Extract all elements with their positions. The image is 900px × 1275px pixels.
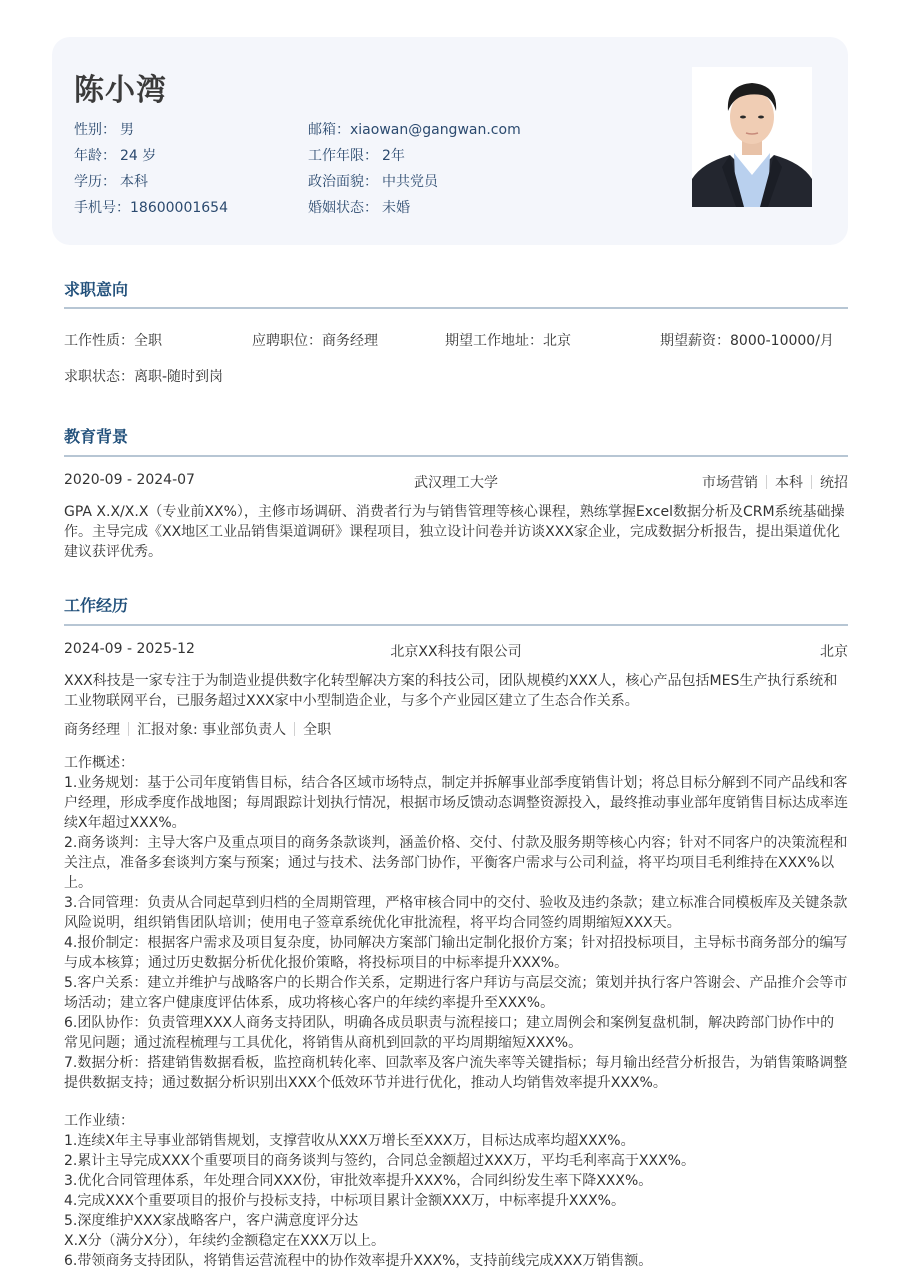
field-value: 8000-10000/月: [730, 333, 834, 349]
achievement-item: 3.优化合同管理体系，年处理合同XXX份，审批效率提升XXX%，合同纠纷发生率下降XXX%。: [64, 1173, 653, 1189]
field-label: 工作性质：: [64, 333, 134, 349]
section-divider: [64, 624, 848, 626]
overview-item: 3.合同管理：负责从合同起草到归档的全周期管理，严格审核合同中的交付、验收及违约条款；建立标准合同模板库及关键条款风险说明，组织销售团队培训；使用电子签章系统优化审批流程，将平均合同签约周期缩短XXX天。: [64, 895, 848, 931]
field-label: 学历：: [74, 174, 116, 190]
availability-field: [64, 366, 223, 386]
field-value: 商务经理: [322, 333, 378, 349]
age-field: [74, 145, 228, 171]
tag-separator: [766, 475, 767, 489]
work-years-field: [308, 145, 521, 171]
education-header: [64, 472, 848, 491]
role-tag: 商务经理: [64, 722, 120, 738]
employment-type-tag: 全职: [303, 722, 332, 738]
tag-separator: [811, 475, 812, 489]
profile-card: [52, 37, 848, 245]
job-type-field: [64, 330, 162, 350]
profile-info-left: [74, 119, 228, 223]
field-label: 期望薪资：: [660, 333, 730, 349]
overview-item: 2.商务谈判：主导大客户及重点项目的商务条款谈判，涵盖价格、交付、付款及服务期等核心内容；针对不同客户的决策流程和关注点，准备多套谈判方案与预案；通过与技术、法务部门协作，平衡客户需求与公司利益，将平均项目毛利维持在XXX%以上。: [64, 835, 848, 891]
gender-field: [74, 119, 228, 145]
field-value: xiaowan@gangwan.com: [350, 122, 521, 138]
achievement-item: 6.带领商务支持团队，将销售运营流程中的协作效率提升XXX%，支持前线完成XXX万销售额。: [64, 1253, 653, 1269]
field-value: 中共党员: [382, 174, 438, 190]
section-divider: [64, 307, 848, 309]
profile-photo: [692, 67, 812, 207]
company-intro: XXX科技是一家专注于为制造业提供数字化转型解决方案的科技公司，团队规模约XXX人，核心产品包括MES生产执行系统和工业物联网平台，已服务超过XXX家中小型制造企业，与多个产业园区建立了生态合作关系。: [64, 673, 838, 709]
tag-separator: [128, 722, 129, 736]
education-tags: [702, 472, 848, 492]
achievement-item: 1.连续X年主导事业部销售规划，支撑营收从XXX万增长至XXX万，目标达成率均超XXX%。: [64, 1133, 635, 1149]
location-field: [445, 330, 571, 350]
enrollment-tag: 统招: [820, 475, 848, 491]
education-description: GPA X.X/X.X（专业前XX%），主修市场调研、消费者行为与销售管理等核心课程，熟练掌握Excel数据分析及CRM系统基础操作。主导完成《XX地区工业品销售渠道调研》课程项目，独立设计问卷并访谈XXX家企业，完成数据分析报告，提出渠道优化建议获评优秀。: [64, 504, 845, 560]
overview-title: 工作概述：: [64, 755, 134, 771]
achievement-item: 5.深度维护XXX家战略客户，客户满意度评分达: [64, 1213, 359, 1229]
school-name: 武汉理工大学: [414, 475, 498, 491]
field-value: 18600001654: [130, 200, 228, 216]
major-tag: 市场营销: [702, 475, 758, 491]
phone-field: [74, 197, 228, 223]
field-value: 未婚: [382, 200, 410, 216]
achievement-item: X.X分（满分X分），年续约金额稳定在XXX万以上。: [64, 1233, 385, 1249]
field-value: 2年: [382, 148, 405, 164]
field-label: 婚姻状态：: [308, 200, 378, 216]
achievement-item: 2.累计主导完成XXX个重要项目的商务谈判与签约，合同总金额超过XXX万，平均毛利率高于XXX%。: [64, 1153, 695, 1169]
field-label: 政治面貌：: [308, 174, 378, 190]
work-achievements: [64, 1111, 848, 1271]
education-period: 2020-09 - 2024-07: [64, 472, 195, 488]
position-field: [252, 330, 378, 350]
candidate-name: 陈小湾: [74, 73, 167, 108]
field-label: 求职状态：: [64, 369, 134, 385]
section-title-work: 工作经历: [64, 596, 129, 615]
achievement-item: 4.完成XXX个重要项目的报价与投标支持，中标项目累计金额XXX万，中标率提升XXX%。: [64, 1193, 625, 1209]
overview-item: 6.团队协作：负责管理XXX人商务支持团队，明确各成员职责与流程接口；建立周例会和案例复盘机制，解决跨部门协作中的常见问题；通过流程梳理与工具优化，将销售从商机到回款的平均周期缩短XXX%。: [64, 1015, 835, 1051]
work-overview: [64, 753, 848, 1093]
field-value: 全职: [134, 333, 162, 349]
work-tags: [64, 719, 331, 739]
company-name: 北京XX科技有限公司: [390, 644, 522, 660]
overview-item: 4.报价制定：根据客户需求及项目复杂度，协同解决方案部门输出定制化报价方案；针对招投标项目，主导标书商务部分的编写与成本核算；通过历史数据分析优化报价策略，将投标项目的中标率提升XXX%。: [64, 935, 848, 971]
field-label: 年龄：: [74, 148, 116, 164]
overview-item: 5.客户关系：建立并维护与战略客户的长期合作关系，定期进行客户拜访与高层交流；策划并执行客户答谢会、产品推介会等市场活动；建立客户健康度评估体系，成功将核心客户的年续约率提升至XXX%。: [64, 975, 848, 1011]
field-value: 本科: [120, 174, 148, 190]
degree-field: [74, 171, 228, 197]
overview-item: 1.业务规划：基于公司年度销售目标，结合各区域市场特点，制定并拆解事业部季度销售计划；将总目标分解到不同产品线和客户经理，形成季度作战地图；每周跟踪计划执行情况，根据市场反馈动态调整资源投入，最终推动事业部年度销售目标达成率连续X年超过XXX%。: [64, 775, 848, 831]
overview-item: 7.数据分析：搭建销售数据看板，监控商机转化率、回款率及客户流失率等关键指标；每月输出经营分析报告，为销售策略调整提供数据支持；通过数据分析识别出XXX个低效环节并进行优化，推动人均销售效率提升XXX%。: [64, 1055, 848, 1091]
person-portrait-icon: [692, 67, 812, 207]
field-label: 性别：: [74, 122, 116, 138]
field-value: 离职-随时到岗: [134, 369, 224, 385]
tag-separator: [294, 722, 295, 736]
achievements-title: 工作业绩：: [64, 1113, 134, 1129]
email-field: [308, 119, 521, 145]
work-location: 北京: [820, 644, 848, 660]
marital-status-field: [308, 197, 521, 223]
report-to-tag: 汇报对象: 事业部负责人: [137, 722, 287, 738]
field-value: 北京: [543, 333, 571, 349]
field-label: 应聘职位：: [252, 333, 322, 349]
field-label: 期望工作地址：: [445, 333, 543, 349]
field-value: 24 岁: [120, 148, 157, 164]
field-label: 邮箱：: [308, 122, 350, 138]
political-status-field: [308, 171, 521, 197]
section-title-job-intent: 求职意向: [64, 280, 129, 299]
salary-field: [660, 330, 834, 350]
section-title-education: 教育背景: [64, 427, 129, 446]
section-divider: [64, 455, 848, 457]
profile-info-right: [308, 119, 521, 223]
degree-tag: 本科: [775, 475, 803, 491]
work-header: [64, 641, 848, 660]
field-value: 男: [120, 122, 134, 138]
work-period: 2024-09 - 2025-12: [64, 641, 195, 657]
field-label: 工作年限：: [308, 148, 378, 164]
field-label: 手机号：: [74, 200, 130, 216]
